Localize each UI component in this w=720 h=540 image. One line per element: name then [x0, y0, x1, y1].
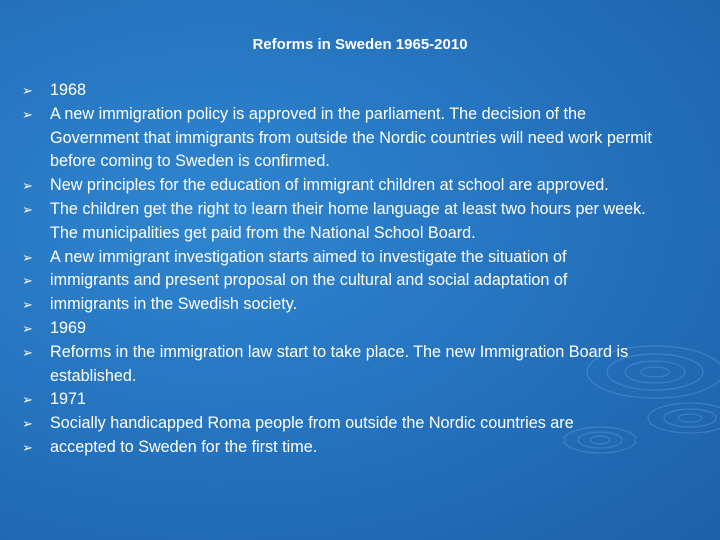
list-item: [0, 174, 720, 198]
arrowhead-bullet-icon: ➢: [22, 344, 33, 360]
list-item-text: The children get the right to learn their home language at least two hours per week. The municipalities get paid from the National School Board.: [50, 199, 646, 242]
list-item-text: immigrants in the Swedish society.: [50, 295, 298, 314]
list-item-text: Socially handicapped Roma people from outside the Nordic countries are: [50, 414, 574, 433]
list-item-text: Reforms in the immigration law start to take place. The new Immigration Board is established.: [50, 342, 629, 385]
arrowhead-bullet-icon: ➢: [22, 392, 33, 408]
list-item: [0, 412, 720, 436]
list-item-text: 1969: [50, 318, 87, 337]
list-item: [0, 436, 720, 460]
arrowhead-bullet-icon: ➢: [22, 439, 33, 455]
list-item: [0, 103, 720, 174]
list-item: [0, 246, 720, 270]
list-item-text: A new immigrant investigation starts aimed to investigate the situation of: [50, 247, 567, 266]
list-item: [0, 269, 720, 293]
arrowhead-bullet-icon: ➢: [22, 320, 33, 336]
list-item: [0, 388, 720, 412]
arrowhead-bullet-icon: ➢: [22, 273, 33, 289]
list-item: [0, 79, 720, 103]
list-item-text: immigrants and present proposal on the cultural and social adaptation of: [50, 271, 568, 290]
slide-title: Reforms in Sweden 1965-2010: [252, 36, 468, 53]
list-item: [0, 198, 720, 246]
arrowhead-bullet-icon: ➢: [22, 416, 33, 432]
arrowhead-bullet-icon: ➢: [22, 178, 33, 194]
list-item-text: accepted to Sweden for the first time.: [50, 437, 318, 456]
arrowhead-bullet-icon: ➢: [22, 201, 33, 217]
arrowhead-bullet-icon: ➢: [22, 297, 33, 313]
arrowhead-bullet-icon: ➢: [22, 83, 33, 98]
bullet-list: [0, 79, 720, 460]
list-item-text: New principles for the education of immigrant children at school are approved.: [50, 176, 609, 195]
list-item-text: 1968: [50, 81, 87, 99]
list-item: [0, 293, 720, 317]
list-item: [0, 341, 720, 389]
arrowhead-bullet-icon: ➢: [22, 106, 33, 122]
arrowhead-bullet-icon: ➢: [22, 249, 33, 265]
list-item-text: A new immigration policy is approved in the parliament. The decision of the Government that immigrants from outside the Nordic countries will need work permit before coming to Sweden is confirmed.: [50, 104, 652, 171]
list-item-text: 1971: [50, 390, 87, 409]
list-item: [0, 317, 720, 341]
